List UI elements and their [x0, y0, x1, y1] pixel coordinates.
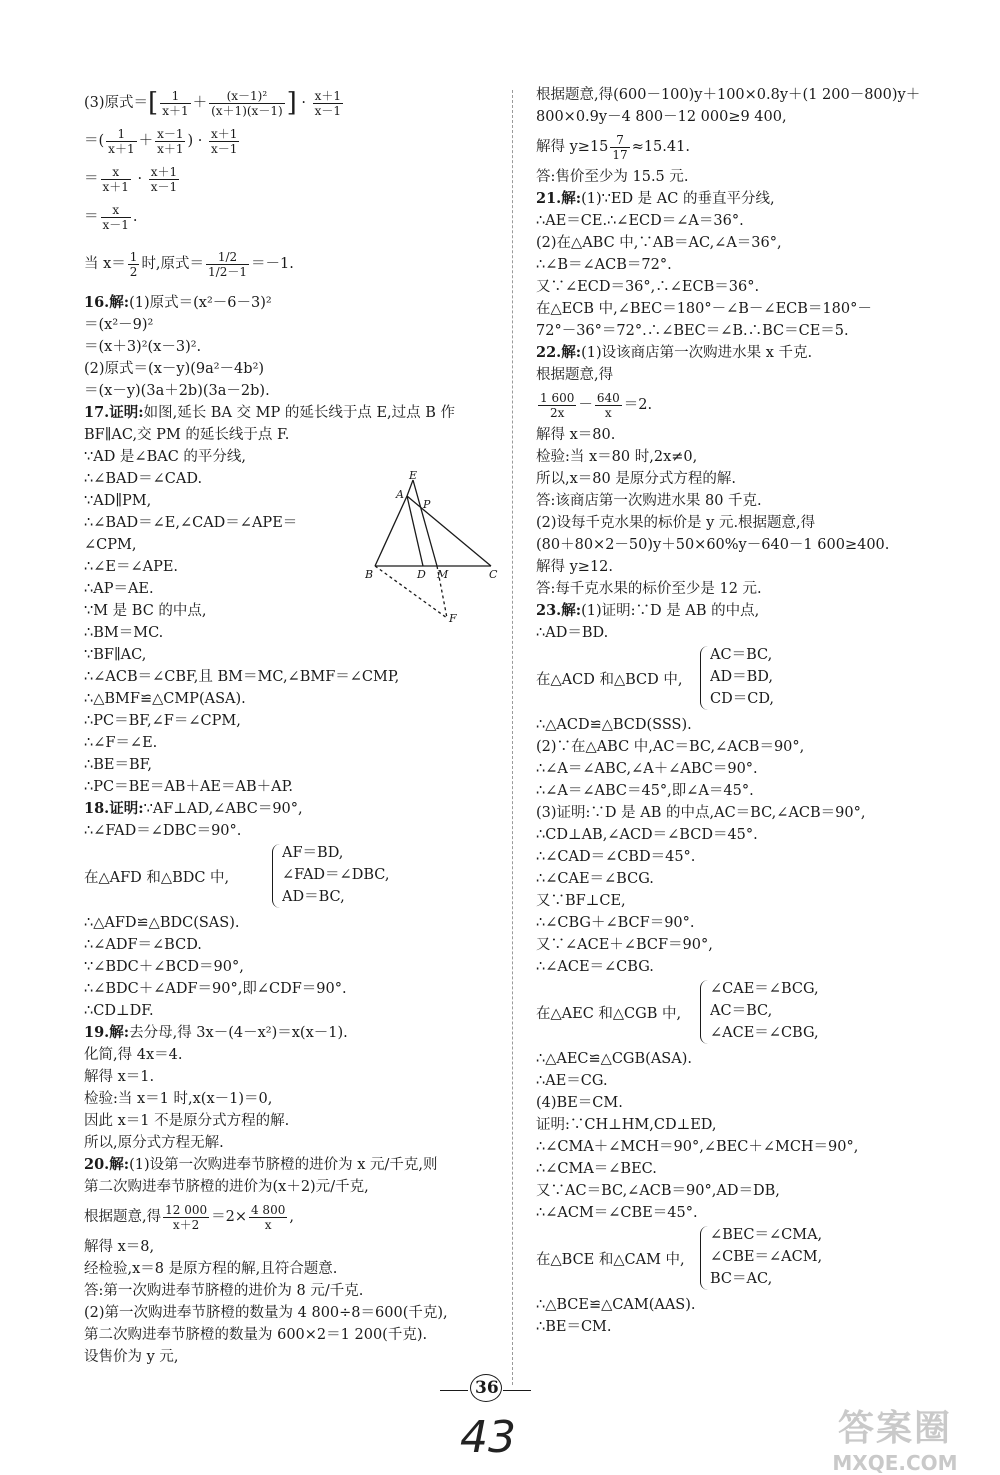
watermark-title: 答案圈: [837, 1408, 952, 1449]
text-line: ∴∠BAD＝∠CAD.: [84, 471, 203, 487]
q22-post: [536, 424, 936, 600]
text-line: 第二次购进奉节脐橙的进价为(x＋2)元/千克,: [84, 1179, 369, 1195]
label-A: A: [396, 488, 404, 501]
text-line: BF∥AC,交 PM 的延长线于点 F.: [84, 427, 290, 443]
watermark-url: MXQE.COM: [832, 1451, 958, 1475]
text-line: 设售价为 y 元,: [84, 1349, 179, 1365]
text-line: ∴AD＝BD.: [536, 625, 609, 641]
text-line: 19.解:去分母,得 3x－(4－x²)＝x(x－1).: [84, 1024, 348, 1041]
text-line: ∴∠CAD＝∠CBD＝45°.: [536, 849, 696, 865]
q19-block: [84, 1022, 502, 1154]
label-M: M: [437, 568, 449, 581]
text-line: ∴∠BAD＝∠E,∠CAD＝∠APE＝: [84, 515, 298, 531]
text-line: (2)原式＝(x－y)(9a²－4b²): [84, 361, 265, 377]
q15-line1: (3)原式＝[ $\frac{1}{x+1}$ ＋ $\frac{\text{(x－1)²}}{(x+1)(x-1)}$ ] · $\frac{x+1}{x-1}$: [84, 88, 342, 118]
text-line: ∴PC＝BF,∠F＝∠CPM,: [84, 713, 241, 729]
q18-cases: 在△AFD 和△BDC 中, AF＝BD, ∠FAD＝∠DBC, AD＝BC,: [84, 842, 502, 912]
text-line: ∴BM＝MC.: [84, 625, 164, 641]
text-line: 解得 x＝8,: [84, 1239, 155, 1255]
label-D: D: [417, 568, 426, 581]
text-line: 化简,得 4x＝4.: [84, 1047, 183, 1063]
text-line: 16.解:(1)原式＝(x²－6－3)²: [84, 294, 272, 311]
text-line: ∴△ACD≌△BCD(SSS).: [536, 717, 692, 733]
text-line: 22.解:(1)设该商店第一次购进水果 x 千克.: [536, 344, 813, 361]
label-B: B: [365, 568, 374, 581]
q22-equation: $\frac{1 600}{2x}$ － $\frac{640}{x}$ ＝2.: [540, 390, 653, 420]
text-line: ∴∠F＝∠E.: [84, 735, 158, 751]
page-number: 36: [475, 1378, 499, 1398]
q15-line4: ＝ $\frac{x}{x-1}$ .: [84, 202, 138, 232]
text-line: ∴BE＝BF,: [84, 757, 153, 773]
text-line: (3)证明:∵D 是 AB 的中点,AC＝BC,∠ACB＝90°,: [536, 805, 866, 821]
text-line: ∴△AEC≌△CGB(ASA).: [536, 1051, 692, 1067]
q23-cases-3: 在△BCE 和△CAM 中, ∠BEC＝∠CMA, ∠CBE＝∠ACM, BC＝AC,: [536, 1224, 936, 1294]
text-line: ∵M 是 BC 的中点,: [84, 603, 207, 619]
text-line: 800×0.9y－4 800－12 000≥9 400,: [536, 109, 787, 125]
watermark: [820, 1400, 970, 1475]
text-line: 所以,x＝80 是原分式方程的解.: [536, 471, 736, 487]
q17-figure: [365, 470, 505, 630]
text-line: (2)第一次购进奉节脐橙的数量为 4 800÷8＝600(千克),: [84, 1305, 448, 1321]
text-line: 经检验,x＝8 是原方程的解,且符合题意.: [84, 1261, 338, 1277]
text-line: 解得 x＝1.: [84, 1069, 155, 1085]
text-line: ＝(x－y)(3a＋2b)(3a－2b).: [84, 383, 270, 399]
text-line: 又∵∠ACE＋∠BCF＝90°,: [536, 937, 713, 953]
text-line: (2)在△ABC 中,∵AB＝AC,∠A＝36°,: [536, 235, 782, 251]
q23-cases-1: 在△ACD 和△BCD 中, AC＝BC, AD＝BD, CD＝CD,: [536, 644, 936, 714]
text-line: ∴∠B＝∠ACB＝72°.: [536, 257, 672, 273]
text-line: 在△ECB 中,∠BEC＝180°－∠B－∠ECB＝180°－: [536, 301, 872, 317]
text-line: ∴∠ACB＝∠CBF,且 BM＝MC,∠BMF＝∠CMP,: [84, 669, 400, 685]
text-line: (2)设每千克水果的标价是 y 元.根据题意,得: [536, 515, 816, 531]
text-line: ∵AD 是∠BAC 的平分线,: [84, 449, 247, 465]
q23-part4: [536, 1294, 936, 1338]
text-line: ∴BE＝CM.: [536, 1319, 612, 1335]
text-line: ∴∠CBG＋∠BCF＝90°.: [536, 915, 695, 931]
handwritten-number: 43: [460, 1412, 516, 1463]
label-C: C: [489, 568, 498, 581]
text-line: 20.解:(1)设第一次购进奉节脐橙的进价为 x 元/千克,则: [84, 1156, 438, 1173]
seg-AE: [407, 480, 413, 496]
text-line: 21.解:(1)∵ED 是 AC 的垂直平分线,: [536, 190, 775, 207]
text-line: 72°－36°＝72°.∴∠BEC＝∠B.∴BC＝CE＝5.: [536, 323, 849, 339]
text-line: ∴AE＝CE.∴∠ECD＝∠A＝36°.: [536, 213, 744, 229]
q23-part2: [536, 714, 936, 978]
text-line: ∴∠CMA＝∠BEC.: [536, 1161, 657, 1177]
text-line: ∴∠ACE＝∠CBG.: [536, 959, 654, 975]
q20-equation: 根据题意,得 $\frac{12 000}{x+2}$ ＝2× $\frac{4 800}{x}$ ,: [84, 1202, 294, 1232]
text-line: ∴∠FAD＝∠DBC＝90°.: [84, 823, 242, 839]
text-line: ∴△AFD≌△BDC(SAS).: [84, 915, 240, 931]
q20-answer: 答:售价至少为 15.5 元.: [536, 169, 689, 185]
text-line: ∴∠A＝∠ABC,∠A＋∠ABC＝90°.: [536, 761, 758, 777]
text-line: (4)BE＝CM.: [536, 1095, 623, 1111]
q18-block: [84, 798, 502, 842]
text-line: AC＝BC,: [710, 1003, 773, 1019]
text-line: AC＝BC,: [710, 647, 773, 663]
q23-part3: [536, 1048, 936, 1224]
label-F: F: [449, 612, 457, 625]
text-line: AD＝BC,: [282, 889, 345, 905]
text-line: ∴∠CAE＝∠BCG.: [536, 871, 654, 887]
footer-dash-right: [503, 1390, 531, 1391]
text-line: BC＝AC,: [710, 1271, 773, 1287]
footer-dash-left: [440, 1390, 468, 1391]
text-line: ∴∠ADF＝∠BCD.: [84, 937, 202, 953]
q15-line3: ＝ $\frac{x}{x+1}$ · $\frac{x+1}{x-1}$: [84, 164, 178, 194]
text-line: 第二次购进奉节脐橙的数量为 600×2＝1 200(千克).: [84, 1327, 428, 1343]
text-line: ∵AD∥PM,: [84, 493, 152, 509]
text-line: 答:第一次购进奉节脐橙的进价为 8 元/千克.: [84, 1283, 364, 1299]
q23-cases-2: 在△AEC 和△CGB 中, ∠CAE＝∠BCG, AC＝BC, ∠ACE＝∠CBG,: [536, 978, 936, 1048]
q15-line5: 当 x＝ $\frac{1}{2}$ 时,原式＝ $\frac{1/2}{1/2-1}$ ＝－1.: [84, 249, 294, 279]
q20-block: [84, 1154, 502, 1198]
q20-solution: 解得 y≥15 $\frac{7}{17}$ ≈15.41.: [536, 132, 690, 162]
text-line: (80＋80×2－50)y＋50×60%y－640－1 600≥400.: [536, 537, 890, 553]
text-line: AF＝BD,: [282, 845, 344, 861]
text-line: 所以,原分式方程无解.: [84, 1135, 224, 1151]
text-line: 检验:当 x＝1 时,x(x－1)＝0,: [84, 1091, 273, 1107]
text-line: 又∵BF⊥CE,: [536, 893, 626, 909]
q20-cont: [536, 84, 936, 128]
text-line: ∠ACE＝∠CBG,: [710, 1025, 819, 1041]
q23-block: [536, 600, 936, 644]
text-line: ∵∠BDC＋∠BCD＝90°,: [84, 959, 244, 975]
text-line: ∠BEC＝∠CMA,: [710, 1227, 823, 1243]
column-divider: [512, 90, 513, 1385]
text-line: 根据题意,得: [536, 367, 614, 383]
text-line: ∴∠A＝∠ABC＝45°,即∠A＝45°.: [536, 783, 754, 799]
text-line: ∴∠BDC＋∠ADF＝90°,即∠CDF＝90°.: [84, 981, 347, 997]
text-line: (2)∵在△ABC 中,AC＝BC,∠ACB＝90°,: [536, 739, 805, 755]
label-P: P: [423, 498, 431, 511]
q21-block: [536, 188, 936, 342]
text-line: ∵BF∥AC,: [84, 647, 147, 663]
text-line: ＝(x＋3)²(x－3)².: [84, 339, 202, 355]
text-line: 又∵∠ECD＝36°,∴∠ECB＝36°.: [536, 279, 760, 295]
text-line: 证明:∵CH⊥HM,CD⊥ED,: [536, 1117, 717, 1133]
text-line: 17.证明:如图,延长 BA 交 MP 的延长线于点 E,过点 B 作: [84, 404, 456, 421]
text-line: 答:该商店第一次购进水果 80 千克.: [536, 493, 762, 509]
right-column: [536, 84, 936, 1338]
text-line: 18.证明:∵AF⊥AD,∠ABC＝90°,: [84, 800, 303, 817]
text-line: 解得 y≥12.: [536, 559, 614, 575]
text-line: CD＝CD,: [710, 691, 775, 707]
q20-post: [84, 1236, 502, 1368]
text-line: ∴∠CMA＋∠MCH＝90°,∠BEC＋∠MCH＝90°,: [536, 1139, 859, 1155]
text-line: AD＝BD,: [710, 669, 773, 685]
q22-block: [536, 342, 936, 386]
text-line: ∴AP＝AE.: [84, 581, 154, 597]
text-line: 根据题意,得(600－100)y＋100×0.8y＋(1 200－800)y＋: [536, 87, 921, 103]
text-line: ∠CPM,: [84, 537, 137, 553]
text-line: 检验:当 x＝80 时,2x≠0,: [536, 449, 698, 465]
text-line: ∴∠ACM＝∠CBE＝45°.: [536, 1205, 698, 1221]
text-line: 因此 x＝1 不是原分式方程的解.: [84, 1113, 290, 1129]
text-line: ＝(x²－9)²: [84, 317, 154, 333]
text-line: ∴CD⊥DF.: [84, 1003, 154, 1019]
q18-post: [84, 912, 502, 1022]
text-line: 答:每千克水果的标价至少是 12 元.: [536, 581, 762, 597]
text-line: ∴AE＝CG.: [536, 1073, 608, 1089]
text-line: ∴PC＝BE＝AB＋AE＝AB＋AP.: [84, 779, 294, 795]
seg-AC: [407, 496, 491, 566]
text-line: ∴CD⊥AB,∠ACD＝∠BCD＝45°.: [536, 827, 758, 843]
text-line: ∠FAD＝∠DBC,: [282, 867, 390, 883]
text-line: ∴∠E＝∠APE.: [84, 559, 179, 575]
q16-block: [84, 292, 502, 402]
seg-EM: [413, 480, 437, 566]
left-column: [84, 84, 502, 1368]
seg-BA: [375, 496, 407, 566]
text-line: 23.解:(1)证明:∵D 是 AB 的中点,: [536, 602, 760, 619]
q15-line2: ＝( $\frac{1}{x+1}$ ＋ $\frac{x-1}{x+1}$ ) · $\frac{x+1}{x-1}$: [84, 126, 238, 156]
text-line: ∠CBE＝∠ACM,: [710, 1249, 823, 1265]
text-line: 解得 x＝80.: [536, 427, 616, 443]
text-line: 又∵AC＝BC,∠ACB＝90°,AD＝DB,: [536, 1183, 780, 1199]
label-E: E: [409, 470, 418, 482]
text-line: ∠CAE＝∠BCG,: [710, 981, 819, 997]
text-line: ∴△BCE≌△CAM(AAS).: [536, 1297, 696, 1313]
text-line: ∴△BMF≌△CMP(ASA).: [84, 691, 246, 707]
